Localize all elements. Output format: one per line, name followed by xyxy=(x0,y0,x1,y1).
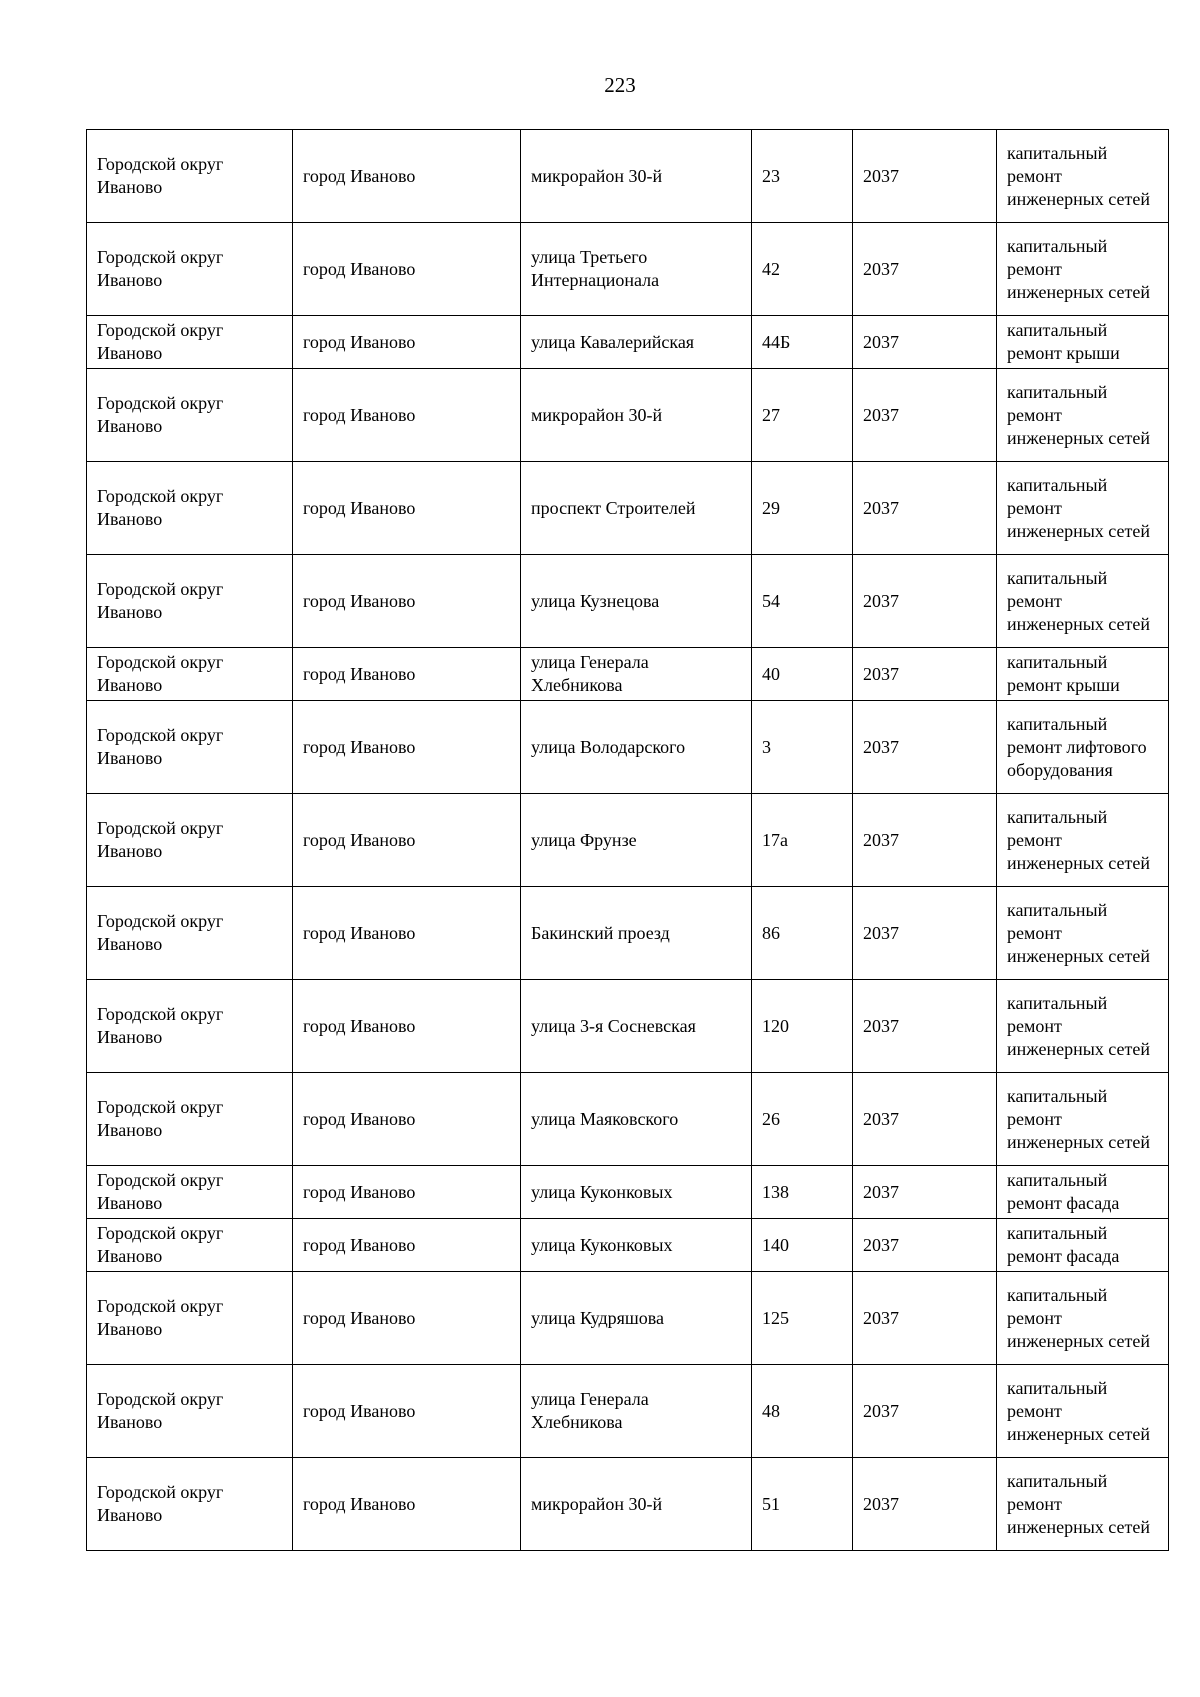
street-cell: микрорайон 30-й xyxy=(521,130,752,223)
settlement-cell: город Иваново xyxy=(293,1272,521,1365)
work-type-cell: капитальный ремонт инженерных сетей xyxy=(997,1272,1169,1365)
year-cell: 2037 xyxy=(853,980,997,1073)
table-row xyxy=(87,887,1169,980)
year-cell: 2037 xyxy=(853,1458,997,1551)
table-body xyxy=(87,130,1169,1551)
year-cell: 2037 xyxy=(853,887,997,980)
house-cell: 23 xyxy=(752,130,853,223)
year-cell: 2037 xyxy=(853,369,997,462)
settlement-cell: город Иваново xyxy=(293,887,521,980)
settlement-cell: город Иваново xyxy=(293,555,521,648)
street-cell: микрорайон 30-й xyxy=(521,1458,752,1551)
house-cell: 120 xyxy=(752,980,853,1073)
district-cell: Городской округ Иваново xyxy=(87,701,293,794)
table-row xyxy=(87,1272,1169,1365)
settlement-cell: город Иваново xyxy=(293,1219,521,1272)
work-type-cell: капитальный ремонт лифтового оборудования xyxy=(997,701,1169,794)
house-cell: 42 xyxy=(752,223,853,316)
house-cell: 125 xyxy=(752,1272,853,1365)
street-cell: улица Куконковых xyxy=(521,1219,752,1272)
street-cell: улица Володарского xyxy=(521,701,752,794)
table-row xyxy=(87,980,1169,1073)
house-cell: 54 xyxy=(752,555,853,648)
district-cell: Городской округ Иваново xyxy=(87,130,293,223)
district-cell: Городской округ Иваново xyxy=(87,648,293,701)
work-type-cell: капитальный ремонт инженерных сетей xyxy=(997,223,1169,316)
work-type-cell: капитальный ремонт фасада xyxy=(997,1166,1169,1219)
table-row xyxy=(87,1365,1169,1458)
house-cell: 48 xyxy=(752,1365,853,1458)
work-type-cell: капитальный ремонт инженерных сетей xyxy=(997,462,1169,555)
street-cell: улица Кудряшова xyxy=(521,1272,752,1365)
settlement-cell: город Иваново xyxy=(293,648,521,701)
settlement-cell: город Иваново xyxy=(293,980,521,1073)
district-cell: Городской округ Иваново xyxy=(87,980,293,1073)
work-type-cell: капитальный ремонт крыши xyxy=(997,648,1169,701)
house-cell: 51 xyxy=(752,1458,853,1551)
settlement-cell: город Иваново xyxy=(293,1073,521,1166)
table-row xyxy=(87,1219,1169,1272)
year-cell: 2037 xyxy=(853,223,997,316)
year-cell: 2037 xyxy=(853,130,997,223)
district-cell: Городской округ Иваново xyxy=(87,1365,293,1458)
settlement-cell: город Иваново xyxy=(293,462,521,555)
table-row xyxy=(87,1166,1169,1219)
district-cell: Городской округ Иваново xyxy=(87,316,293,369)
street-cell: улица 3-я Сосневская xyxy=(521,980,752,1073)
district-cell: Городской округ Иваново xyxy=(87,1219,293,1272)
house-cell: 29 xyxy=(752,462,853,555)
street-cell: проспект Строителей xyxy=(521,462,752,555)
table-row xyxy=(87,462,1169,555)
street-cell: улица Генерала Хлебникова xyxy=(521,648,752,701)
house-cell: 138 xyxy=(752,1166,853,1219)
table-row xyxy=(87,555,1169,648)
settlement-cell: город Иваново xyxy=(293,316,521,369)
work-type-cell: капитальный ремонт инженерных сетей xyxy=(997,980,1169,1073)
district-cell: Городской округ Иваново xyxy=(87,794,293,887)
district-cell: Городской округ Иваново xyxy=(87,223,293,316)
settlement-cell: город Иваново xyxy=(293,223,521,316)
year-cell: 2037 xyxy=(853,555,997,648)
year-cell: 2037 xyxy=(853,1073,997,1166)
district-cell: Городской округ Иваново xyxy=(87,462,293,555)
work-type-cell: капитальный ремонт инженерных сетей xyxy=(997,369,1169,462)
work-type-cell: капитальный ремонт крыши xyxy=(997,316,1169,369)
settlement-cell: город Иваново xyxy=(293,369,521,462)
table-row xyxy=(87,223,1169,316)
settlement-cell: город Иваново xyxy=(293,1365,521,1458)
street-cell: улица Маяковского xyxy=(521,1073,752,1166)
district-cell: Городской округ Иваново xyxy=(87,369,293,462)
street-cell: улица Третьего Интернационала xyxy=(521,223,752,316)
year-cell: 2037 xyxy=(853,1219,997,1272)
year-cell: 2037 xyxy=(853,648,997,701)
table-row xyxy=(87,648,1169,701)
year-cell: 2037 xyxy=(853,701,997,794)
street-cell: улица Генерала Хлебникова xyxy=(521,1365,752,1458)
year-cell: 2037 xyxy=(853,316,997,369)
repair-schedule-table xyxy=(86,129,1169,1551)
table-row xyxy=(87,1073,1169,1166)
district-cell: Городской округ Иваново xyxy=(87,1458,293,1551)
settlement-cell: город Иваново xyxy=(293,701,521,794)
year-cell: 2037 xyxy=(853,1365,997,1458)
work-type-cell: капитальный ремонт инженерных сетей xyxy=(997,1073,1169,1166)
street-cell: Бакинский проезд xyxy=(521,887,752,980)
settlement-cell: город Иваново xyxy=(293,1166,521,1219)
street-cell: микрорайон 30-й xyxy=(521,369,752,462)
house-cell: 86 xyxy=(752,887,853,980)
table-row xyxy=(87,316,1169,369)
year-cell: 2037 xyxy=(853,462,997,555)
district-cell: Городской округ Иваново xyxy=(87,1073,293,1166)
street-cell: улица Куконковых xyxy=(521,1166,752,1219)
table-row xyxy=(87,369,1169,462)
work-type-cell: капитальный ремонт инженерных сетей xyxy=(997,1458,1169,1551)
work-type-cell: капитальный ремонт инженерных сетей xyxy=(997,555,1169,648)
work-type-cell: капитальный ремонт инженерных сетей xyxy=(997,1365,1169,1458)
house-cell: 44Б xyxy=(752,316,853,369)
house-cell: 17а xyxy=(752,794,853,887)
settlement-cell: город Иваново xyxy=(293,794,521,887)
district-cell: Городской округ Иваново xyxy=(87,555,293,648)
table-row xyxy=(87,130,1169,223)
work-type-cell: капитальный ремонт фасада xyxy=(997,1219,1169,1272)
district-cell: Городской округ Иваново xyxy=(87,1166,293,1219)
page-number: 223 xyxy=(604,73,636,97)
year-cell: 2037 xyxy=(853,794,997,887)
settlement-cell: город Иваново xyxy=(293,130,521,223)
table-row xyxy=(87,701,1169,794)
street-cell: улица Кавалерийская xyxy=(521,316,752,369)
settlement-cell: город Иваново xyxy=(293,1458,521,1551)
table-row xyxy=(87,794,1169,887)
house-cell: 3 xyxy=(752,701,853,794)
work-type-cell: капитальный ремонт инженерных сетей xyxy=(997,794,1169,887)
street-cell: улица Фрунзе xyxy=(521,794,752,887)
district-cell: Городской округ Иваново xyxy=(87,1272,293,1365)
house-cell: 40 xyxy=(752,648,853,701)
house-cell: 27 xyxy=(752,369,853,462)
table-row xyxy=(87,1458,1169,1551)
work-type-cell: капитальный ремонт инженерных сетей xyxy=(997,130,1169,223)
work-type-cell: капитальный ремонт инженерных сетей xyxy=(997,887,1169,980)
house-cell: 26 xyxy=(752,1073,853,1166)
street-cell: улица Кузнецова xyxy=(521,555,752,648)
house-cell: 140 xyxy=(752,1219,853,1272)
district-cell: Городской округ Иваново xyxy=(87,887,293,980)
year-cell: 2037 xyxy=(853,1166,997,1219)
year-cell: 2037 xyxy=(853,1272,997,1365)
